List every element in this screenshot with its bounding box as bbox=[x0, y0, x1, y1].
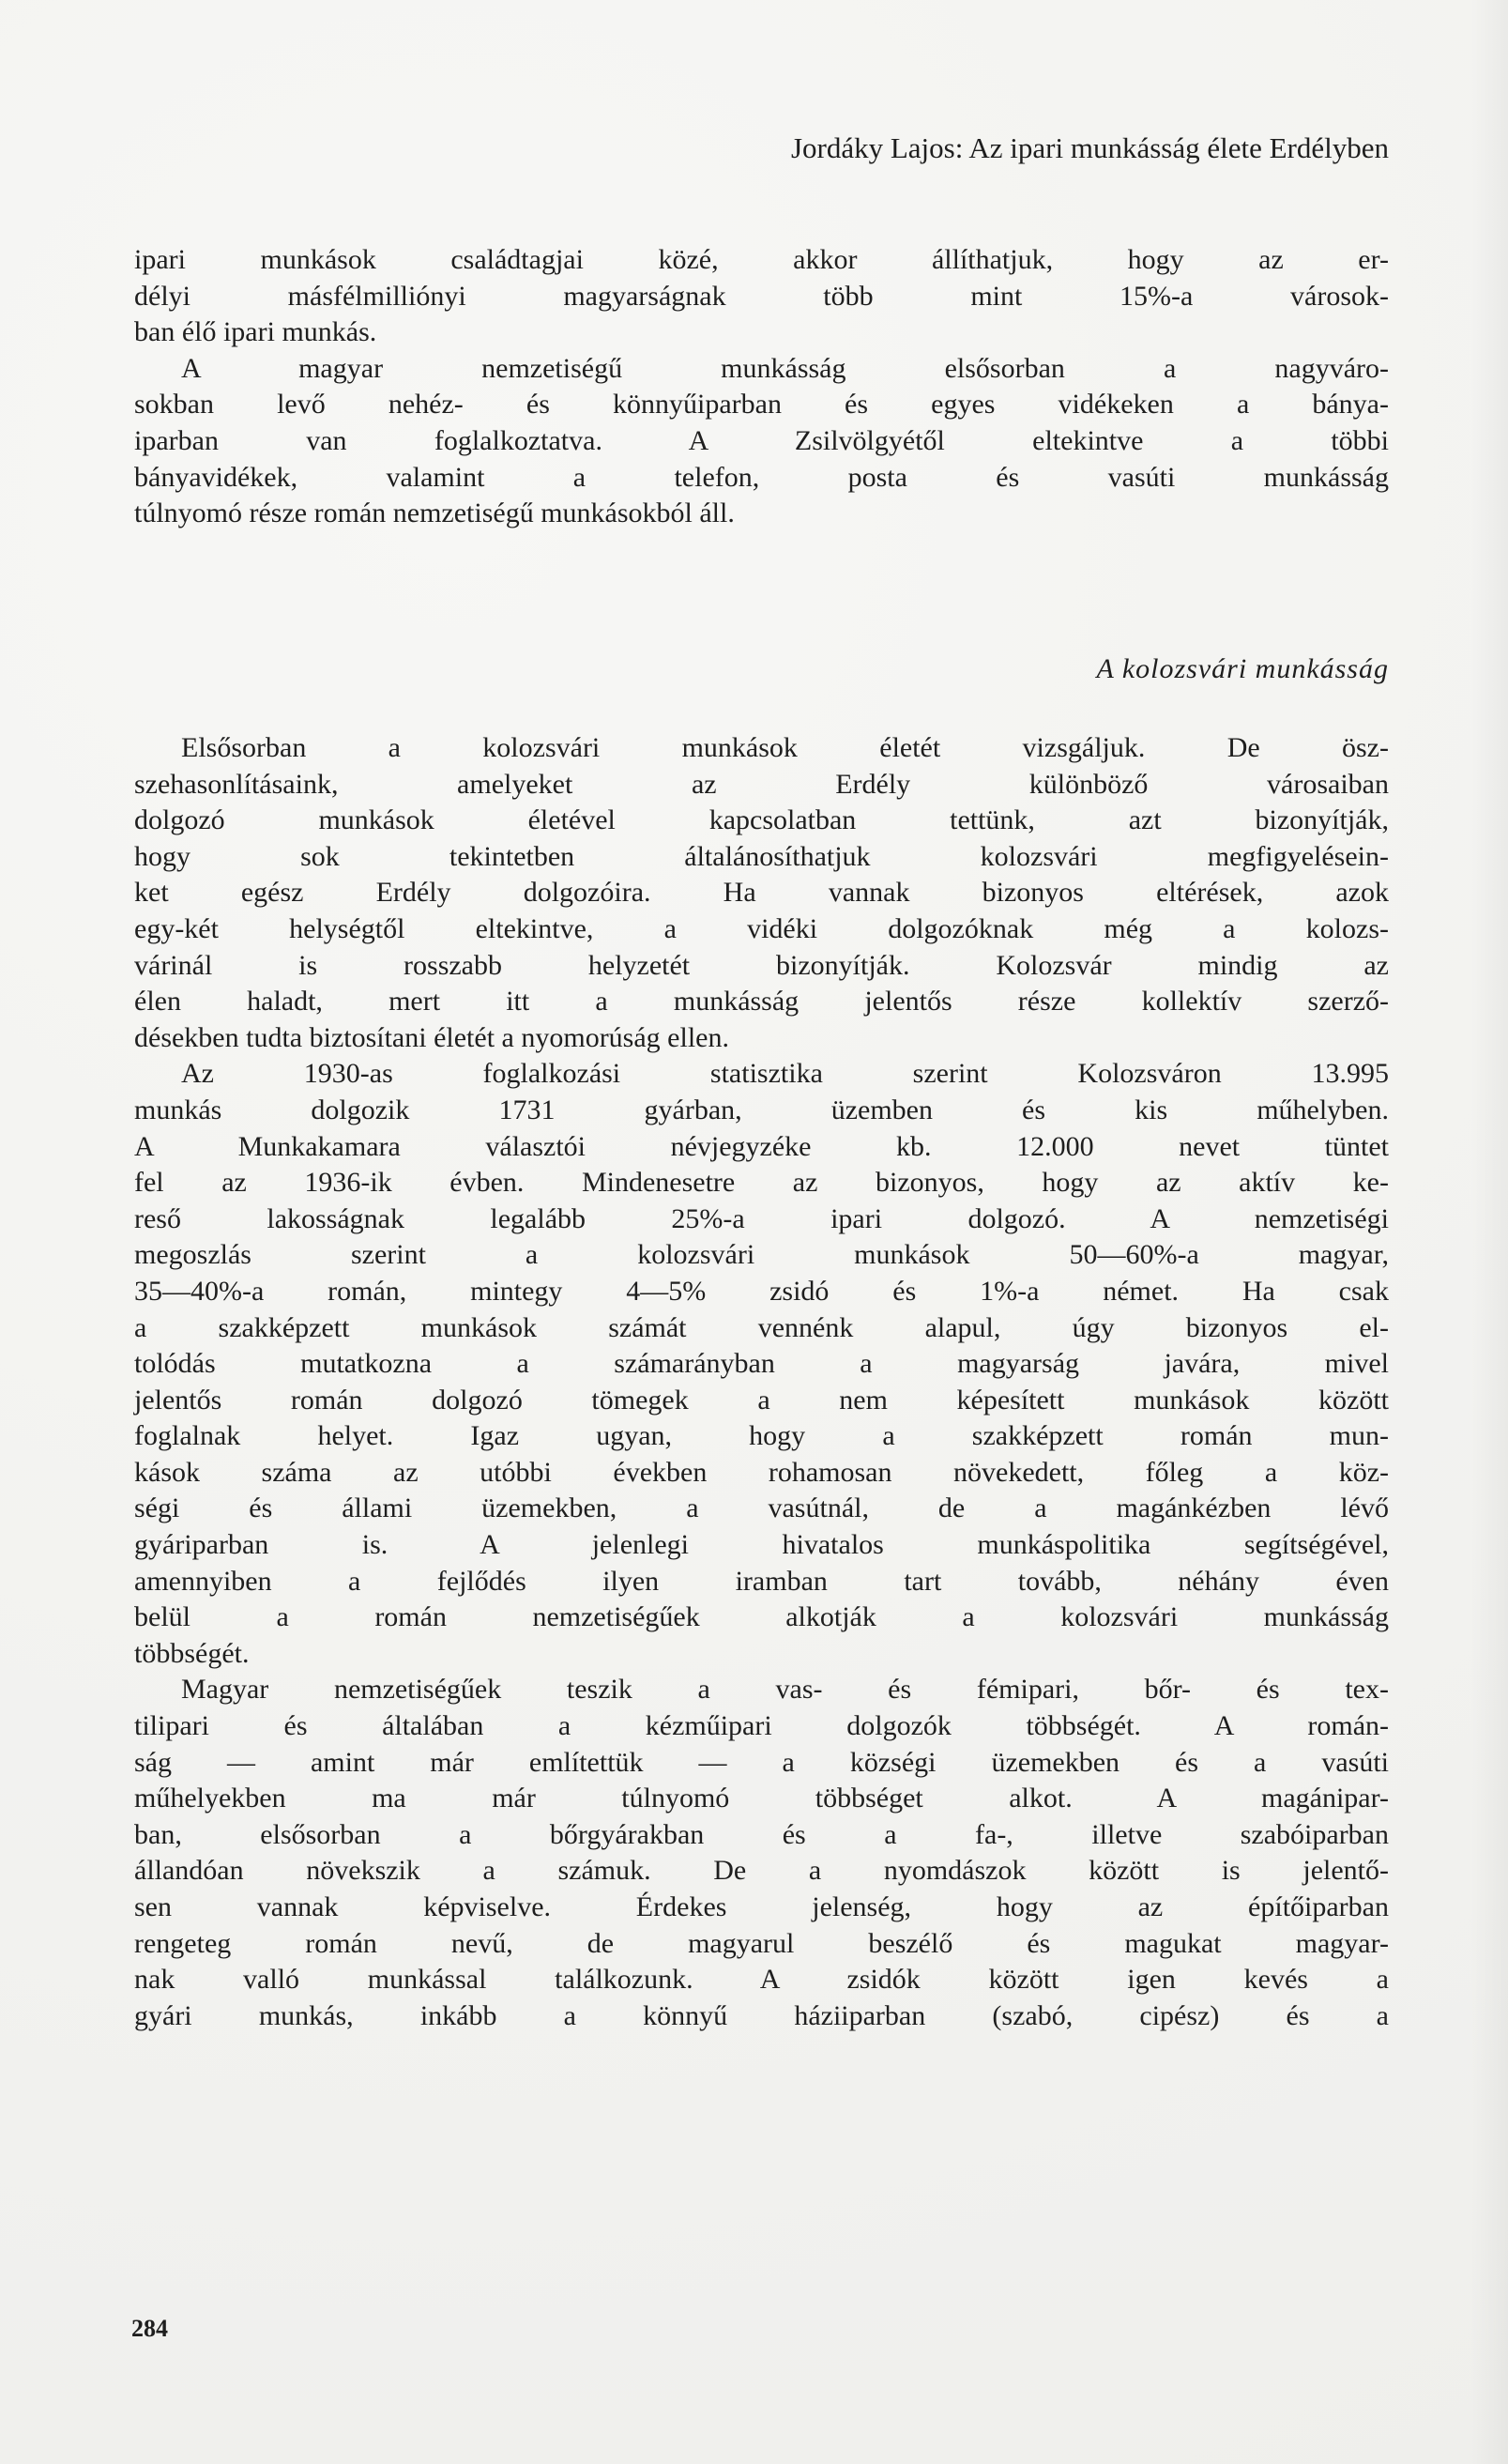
section-heading: A kolozsvári munkásság bbox=[1096, 653, 1389, 684]
text-line: A magyar nemzetiségű munkásság elsősorban a nagyváro- bbox=[181, 352, 1389, 384]
text-line: Elsősorban a kolozsvári munkások életét vizsgáljuk. De ösz- bbox=[181, 732, 1389, 763]
paragraph bbox=[134, 730, 1389, 1056]
page-edge-shadow bbox=[1470, 0, 1508, 2464]
text-line: bányavidékek, valamint a telefon, posta és vasúti munkásság bbox=[134, 461, 1389, 493]
text-line: többségét. bbox=[134, 1637, 250, 1669]
text-line: ségi és állami üzemekben, a vasútnál, de a magánkézben lévő bbox=[134, 1492, 1389, 1524]
text-line: a szakképzett munkások számát vennénk alapul, úgy bizonyos el- bbox=[134, 1311, 1389, 1343]
text-line: rengeteg román nevű, de magyarul beszélő és magukat magyar- bbox=[134, 1927, 1389, 1959]
text-line: várinál is rosszabb helyzetét bizonyítják. Kolozsvár mindig az bbox=[134, 949, 1389, 981]
text-line: foglalnak helyet. Igaz ugyan, hogy a szakképzett román mun- bbox=[134, 1420, 1389, 1452]
paragraph bbox=[134, 242, 1389, 351]
page-number: 284 bbox=[131, 2315, 168, 2342]
text-line: túlnyomó része román nemzetiségű munkásokból áll. bbox=[134, 497, 735, 529]
text-line: állandóan növekszik a számuk. De a nyomdászok között is jelentő- bbox=[134, 1855, 1389, 1887]
text-line: sen vannak képviselve. Érdekes jelenség, hogy az építőiparban bbox=[134, 1891, 1389, 1922]
text-line: ság — amint már említettük — a községi üzemekben és a vasúti bbox=[134, 1746, 1389, 1778]
text-line: tilipari és általában a kézműipari dolgozók többségét. A román- bbox=[134, 1710, 1389, 1742]
text-line: ban, elsősorban a bőrgyárakban és a fa-, illetve szabóiparban bbox=[134, 1818, 1389, 1850]
text-line: élen haladt, mert itt a munkásság jelentős része kollektív szerző- bbox=[134, 986, 1389, 1018]
text-line: désekben tudta biztosítani életét a nyomorúság ellen. bbox=[134, 1021, 729, 1053]
paragraph bbox=[134, 351, 1389, 532]
text-line: reső lakosságnak legalább 25%-a ipari dolgozó. A nemzetiségi bbox=[134, 1202, 1389, 1234]
text-line: sokban levő nehéz- és könnyűiparban és egyes vidékeken a bánya- bbox=[134, 389, 1389, 421]
text-line: gyáriparban is. A jelenlegi hivatalos munkáspolitika segítségével, bbox=[134, 1529, 1389, 1561]
text-line: fel az 1936-ik évben. Mindenesetre az bizonyos, hogy az aktív ke- bbox=[134, 1167, 1389, 1199]
text-section-top bbox=[134, 242, 1389, 532]
text-line: műhelyekben ma már túlnyomó többséget alkot. A magánipar- bbox=[134, 1783, 1389, 1814]
text-line: tolódás mutatkozna a számarányban a magyarság javára, mivel bbox=[134, 1348, 1389, 1380]
text-line: dolgozó munkások életével kapcsolatban tettünk, azt bizonyítják, bbox=[134, 804, 1389, 836]
paragraph bbox=[134, 1056, 1389, 1672]
text-line: jelentős román dolgozó tömegek a nem képesített munkások között bbox=[134, 1384, 1389, 1416]
text-line: munkás dolgozik 1731 gyárban, üzemben és kis műhelyben. bbox=[134, 1094, 1389, 1125]
text-section-main bbox=[134, 730, 1389, 2034]
text-line: gyári munkás, inkább a könnyű háziiparban (szabó, cipész) és a bbox=[134, 1999, 1389, 2031]
text-line: amennyiben a fejlődés ilyen iramban tart tovább, néhány éven bbox=[134, 1565, 1389, 1597]
text-line: iparban van foglalkoztatva. A Zsilvölgyétől eltekintve a többi bbox=[134, 424, 1389, 456]
text-line: ipari munkások családtagjai közé, akkor állíthatjuk, hogy az er- bbox=[134, 244, 1389, 275]
running-header: Jordáky Lajos: Az ipari munkásság élete Erdélyben bbox=[790, 131, 1389, 164]
text-line: ket egész Erdély dolgozóira. Ha vannak bizonyos eltérések, azok bbox=[134, 877, 1389, 909]
text-line: szehasonlításaink, amelyeket az Erdély különböző városaiban bbox=[134, 768, 1389, 800]
text-line: hogy sok tekintetben általánosíthatjuk kolozsvári megfigyelésein- bbox=[134, 840, 1389, 872]
text-line: ban élő ipari munkás. bbox=[134, 316, 377, 348]
text-line: A Munkakamara választói névjegyzéke kb. 12.000 nevet tüntet bbox=[134, 1130, 1389, 1162]
paragraph bbox=[134, 1672, 1389, 2034]
text-line: Magyar nemzetiségűek teszik a vas- és fémipari, bőr- és tex- bbox=[181, 1674, 1389, 1706]
text-line: Az 1930-as foglalkozási statisztika szerint Kolozsváron 13.995 bbox=[181, 1058, 1389, 1090]
text-line: 35—40%-a román, mintegy 4—5% zsidó és 1%-a német. Ha csak bbox=[134, 1275, 1389, 1307]
text-line: délyi másfélmilliónyi magyarságnak több mint 15%-a városok- bbox=[134, 280, 1389, 312]
text-line: nak valló munkással találkozunk. A zsidók között igen kevés a bbox=[134, 1964, 1389, 1996]
text-line: kások száma az utóbbi években rohamosan növekedett, főleg a köz- bbox=[134, 1456, 1389, 1488]
text-line: belül a román nemzetiségűek alkotják a kolozsvári munkásság bbox=[134, 1601, 1389, 1633]
text-line: megoszlás szerint a kolozsvári munkások 50—60%-a magyar, bbox=[134, 1239, 1389, 1271]
text-line: egy-két helységtől eltekintve, a vidéki dolgozóknak még a kolozs- bbox=[134, 912, 1389, 944]
